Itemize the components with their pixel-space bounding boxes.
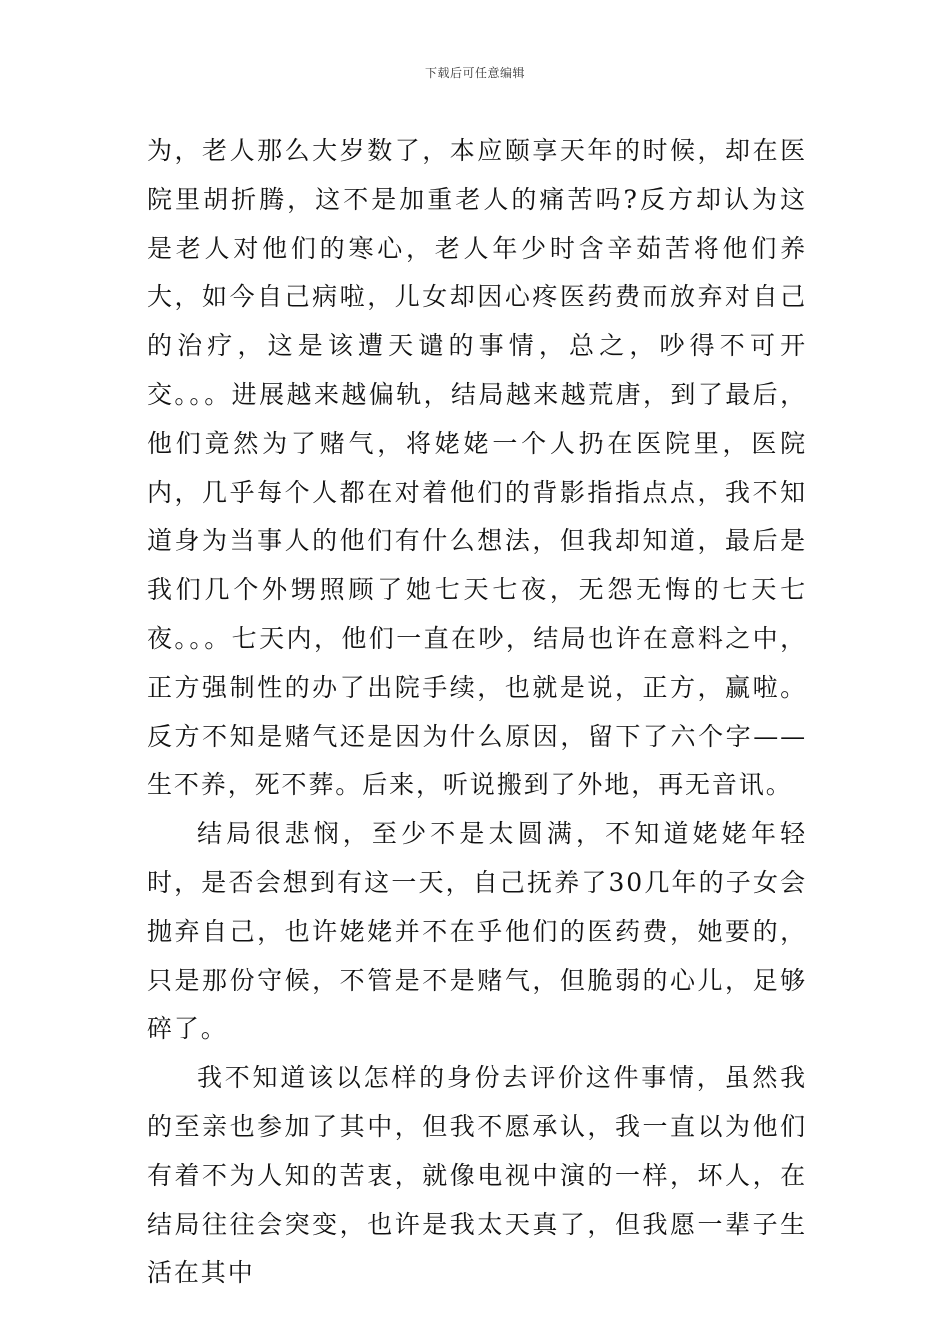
header-note: 下载后可任意编辑 [424,66,525,80]
paragraph: 我不知道该以怎样的身份去评价这件事情，虽然我的至亲也参加了其中，但我不愿承认，我一直以为他们有着不为人知的苦衷，就像电视中演的一样，坏人，在结局往往会突变，也许是我太天真了，但我愿一辈子生活在其中 [147,1063,807,1288]
document-body [147,127,807,1298]
paragraph: 结局很悲悯，至少不是太圆满，不知道姥姥年轻时，是否会想到有这一天，自己抚养了30几年的子女会抛弃自己，也许姥姥并不在乎他们的医药费，她要的，只是那份守候，不管是不是赌气，但脆弱的心儿，足够碎了。 [147,819,807,1044]
paragraph-continued: 为，老人那么大岁数了，本应颐享天年的时候，却在医院里胡折腾，这不是加重老人的痛苦吗?反方却认为这是老人对他们的寒心，老人年少时含辛茹苦将他们养大，如今自己病啦，儿女却因心疼医药费而放弃对自己的治疗，这是该遭天谴的事情，总之，吵得不可开交。。。进展越来越偏轨，结局越来越荒唐，到了最后，他们竟然为了赌气，将姥姥一个人扔在医院里，医院内，几乎每个人都在对着他们的背影指指点点，我不知道身为当事人的他们有什么想法，但我却知道，最后是我们几个外甥照顾了她七天七夜，无怨无悔的七天七夜。。。七天内，他们一直在吵，结局也许在意料之中，正方强制性的办了出院手续，也就是说，正方，赢啦。反方不知是赌气还是因为什么原因，留下了六个字——生不养，死不葬。后来，听说搬到了外地，再无音讯。 [147,136,807,800]
